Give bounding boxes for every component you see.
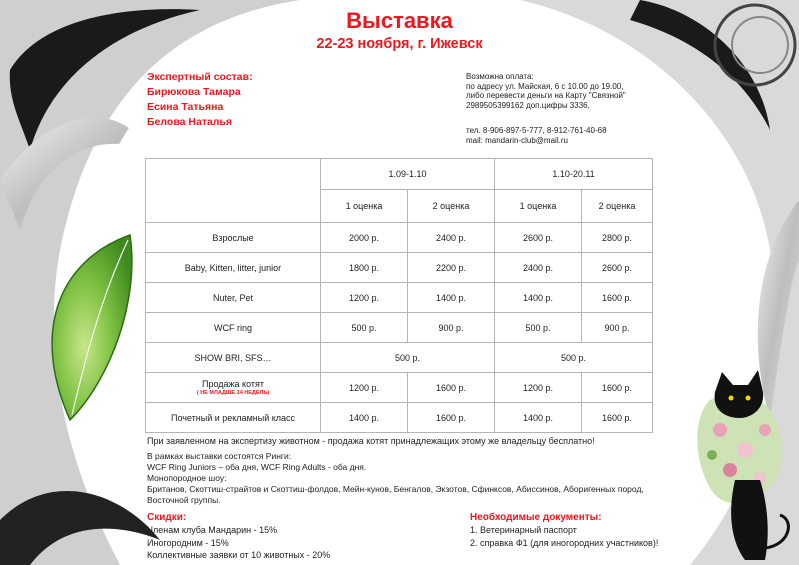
price-cell: 500 р. <box>495 343 653 373</box>
price-cell: 2800 р. <box>582 223 653 253</box>
free-sale-note: При заявленном на экспертизу животном - продажа котят принадлежащих этому же владельцу бесплатно! <box>147 436 595 446</box>
phone-numbers: тел. 8-906-897-5-777, 8-912-761-40-68 <box>466 126 607 135</box>
price-cell: 2200 р. <box>408 253 495 283</box>
document-item: 1. Ветеринарный паспорт <box>470 525 577 535</box>
price-cell: 1600 р. <box>582 373 653 403</box>
price-cell: 1200 р. <box>495 373 582 403</box>
price-cell: 1400 р. <box>408 283 495 313</box>
rings-info <box>147 451 707 506</box>
grade-header: 2 оценка <box>408 190 495 223</box>
documents-heading: Необходимые документы: <box>470 512 602 523</box>
expert-name: Бирюкова Тамара <box>147 86 241 98</box>
table-row <box>146 223 653 253</box>
event-title: Выставка <box>346 8 453 33</box>
price-cell: 1400 р. <box>495 283 582 313</box>
payment-line: по адресу ул. Майская, 6 с 10.00 до 19.00, <box>466 81 624 91</box>
documents-block <box>470 512 720 549</box>
row-label: Baby, Kitten, litter, junior <box>146 253 321 283</box>
row-label: WCF ring <box>146 313 321 343</box>
grade-header: 2 оценка <box>582 190 653 223</box>
price-cell: 1600 р. <box>408 403 495 433</box>
discount-item: Членам клуба Мандарин - 15% <box>147 525 278 535</box>
cat-head <box>715 370 764 418</box>
experts-heading: Экспертный состав: <box>147 71 253 83</box>
rings-line: Британов, Скоттиш-страйтов и Скоттиш-фолдов, Мейн-кунов, Бенгалов, Экзотов, Сфинксов, Абиссинов, Аборигенных пород, <box>147 484 644 494</box>
price-cell: 2400 р. <box>495 253 582 283</box>
price-cell: 1400 р. <box>321 403 408 433</box>
price-cell: 1600 р. <box>582 283 653 313</box>
sale-label: Продажа котят <box>201 379 265 389</box>
table-row <box>146 313 653 343</box>
price-cell: 1200 р. <box>321 373 408 403</box>
grade-header: 1 оценка <box>321 190 408 223</box>
discounts-block <box>147 512 447 562</box>
discount-item: Иногородним - 15% <box>147 537 229 548</box>
table-row <box>146 373 653 403</box>
table-row <box>146 403 653 433</box>
price-cell: 1800 р. <box>321 253 408 283</box>
row-label: SHOW BRI, SFS… <box>146 343 321 373</box>
age-note: ( НЕ МЛАДШЕ 14 НЕДЕЛЬ) <box>196 390 270 396</box>
event-dates: 22-23 ноября, г. Ижевск <box>316 36 483 52</box>
price-cell: 2600 р. <box>582 253 653 283</box>
row-label: Взрослые <box>146 223 321 253</box>
price-cell: 1400 р. <box>495 403 582 433</box>
price-cell: 2400 р. <box>408 223 495 253</box>
expert-name: Белова Наталья <box>147 116 233 128</box>
expert-name: Есина Татьяна <box>147 101 224 113</box>
table-row <box>146 159 653 190</box>
price-table <box>145 158 653 433</box>
period-header: 1.10-20.11 <box>495 159 653 190</box>
price-cell: 900 р. <box>582 313 653 343</box>
experts-block <box>147 70 407 130</box>
price-cell: 900 р. <box>408 313 495 343</box>
payment-line: либо перевести деньги на Карту "Связной" <box>466 91 626 100</box>
email-address: mail: mandarin-club@mail.ru <box>466 135 568 145</box>
row-label <box>146 373 321 403</box>
table-row <box>146 343 653 373</box>
grade-header: 1 оценка <box>495 190 582 223</box>
table-row <box>146 283 653 313</box>
rings-line: Восточной группы. <box>147 495 221 505</box>
table-cell-empty <box>146 159 321 223</box>
payment-info <box>466 72 686 145</box>
rings-line: WCF Ring Juniors – оба дня, WCF Ring Adults - оба дня. <box>147 462 367 472</box>
price-cell: 500 р. <box>321 313 408 343</box>
rings-line: В рамках выставки состоятся Ринги: <box>147 451 292 461</box>
rings-line: Монопородное шоу: <box>147 473 227 483</box>
row-label: Почетный и рекламный класс <box>146 403 321 433</box>
discount-item: Коллективные заявки от 10 животных - 20% <box>147 550 331 560</box>
price-cell: 1600 р. <box>582 403 653 433</box>
price-cell: 1200 р. <box>321 283 408 313</box>
payment-line: 2989505399162 доп.цифры 3336, <box>466 100 590 110</box>
document-item: 2. справка Ф1 (для иногородних участников)! <box>470 537 659 548</box>
payment-line: Возможна оплата: <box>466 72 534 81</box>
table-row <box>146 253 653 283</box>
row-label: Nuter, Pet <box>146 283 321 313</box>
price-cell: 500 р. <box>321 343 495 373</box>
price-cell: 1600 р. <box>408 373 495 403</box>
price-cell: 2000 р. <box>321 223 408 253</box>
discounts-heading: Скидки: <box>147 512 187 523</box>
period-header: 1.09-1.10 <box>321 159 495 190</box>
price-cell: 500 р. <box>495 313 582 343</box>
price-cell: 2600 р. <box>495 223 582 253</box>
